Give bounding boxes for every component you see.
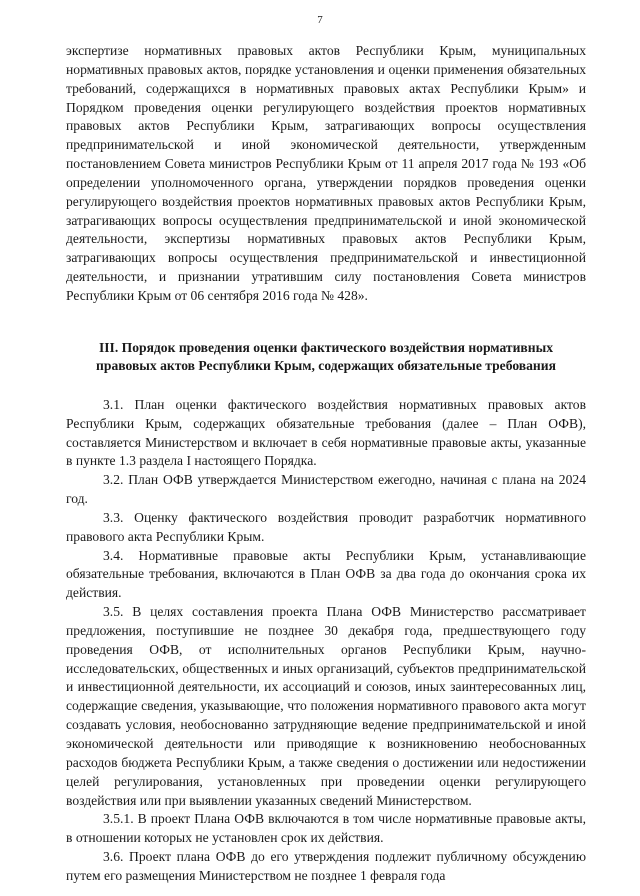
section-heading: III. Порядок проведения оценки фактического воздействия нормативных правовых актов Республики Крым, содержащих обязательные требования [96,339,556,374]
paragraph-3-4: 3.4. Нормативные правовые акты Республики Крым, устанавливающие обязательные требования, включаются в План ОФВ за два года до окончания срока их действия. [66,547,586,601]
paragraph-3-5-1: 3.5.1. В проект Плана ОФВ включаются в том числе нормативные правовые акты, в отношении которых не установлен срок их действия. [66,811,586,846]
paragraph-3-1: 3.1. План оценки фактического воздействия нормативных правовых актов Республики Крым, содержащих обязательные требования (далее – План ОФВ), составляется Министерством и включает в себя нормативные правовые акты, указанные в пункте 1.3 раздела I настоящего Порядка. [66,396,586,469]
page-content [66,42,586,886]
page-number: 7 [317,14,323,26]
intro-paragraph: экспертизе нормативных правовых актов Республики Крым, муниципальных нормативных правовых актов, порядке установления и оценки применения обязательных требований, содержащихся в нормативных правовых актах Республики Крым» и Порядком проведения оценки регулирующего воздействия проектов нормативных правовых актов Республики Крым, затрагивающих вопросы осуществления предпринимательской и иной экономической деятельности, утвержденным постановлением Совета министров Республики Крым от 11 апреля 2017 года № 193 «Об определении уполномоченного органа, утверждении порядков проведения оценки регулирующего воздействия проектов нормативных правовых актов Республики Крым, затрагивающих вопросы осуществления предпринимательской и иной экономической деятельности, экспертизы нормативных правовых актов Республики Крым, затрагивающих вопросы осуществления предпринимательской и инвестиционной деятельности, и признании утратившим силу постановления Совета министров Республики Крым от 06 сентября 2016 года № 428». [66,43,586,303]
paragraph-3-5: 3.5. В целях составления проекта Плана ОФВ Министерство рассматривает предложения, поступившие не позднее 30 декабря года, предшествующего году проведения ОФВ, от исполнительных органов Республики Крым, научно-исследовательских, общественных и иных организаций, субъектов предпринимательской и инвестиционной деятельности, их ассоциаций и союзов, иных заинтересованных лиц, содержащие сведения, указывающие, что положения нормативного правового акта могут создавать условия, необоснованно затрудняющие ведение предпринимательской и иной экономической деятельности или приводящие к возникновению необоснованных расходов бюджета Республики Крым, а также сведения о достижении или недостижении целей регулирования, установленных при проведении оценки регулирующего воздействия или при выявлении указанных сведений Министерством. [66,604,586,808]
paragraph-3-2: 3.2. План ОФВ утверждается Министерством ежегодно, начиная с плана на 2024 год. [66,472,586,507]
paragraph-3-3: 3.3. Оценку фактического воздействия проводит разработчик нормативного правового акта Республики Крым. [66,509,586,544]
paragraph-3-6: 3.6. Проект плана ОФВ до его утверждения подлежит публичному обсуждению путем его размещения Министерством не позднее 1 февраля года [66,849,586,883]
